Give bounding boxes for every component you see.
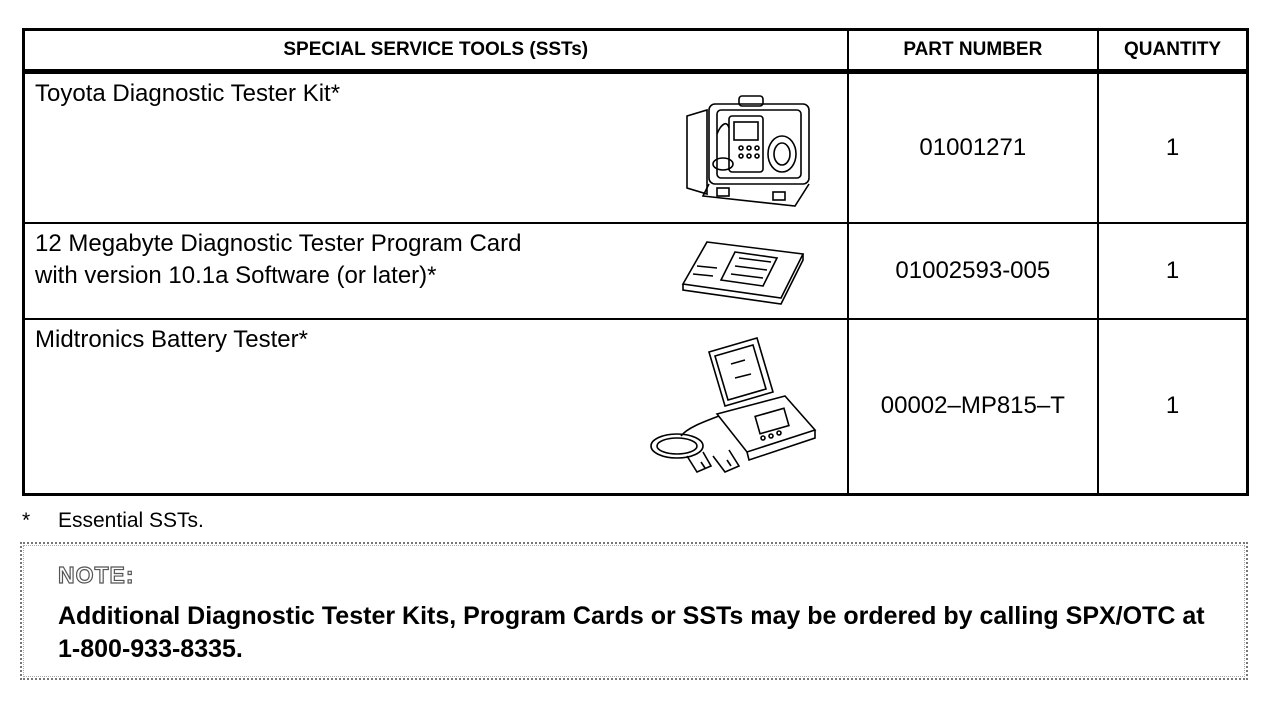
diagnostic-tester-kit-illustration: [677, 84, 817, 214]
quantity-cell: 1: [1098, 223, 1247, 319]
program-card-illustration: [677, 236, 807, 306]
special-service-tools-table: [22, 28, 1249, 496]
table-row: [24, 223, 1248, 319]
tool-name-line-2: with version 10.1a Software (or later)*: [35, 261, 437, 289]
tool-name: Toyota Diagnostic Tester Kit*: [35, 80, 341, 107]
battery-tester-illustration: [647, 334, 819, 484]
quantity-cell: 1: [1098, 319, 1247, 495]
table-row: [24, 319, 1248, 495]
header-part-number: PART NUMBER: [848, 30, 1099, 72]
note-box: [20, 542, 1248, 680]
footnote-marker: *: [22, 509, 31, 532]
part-number-cell: 01001271: [848, 72, 1099, 223]
header-tools: SPECIAL SERVICE TOOLS (SSTs): [24, 30, 848, 72]
quantity-cell: 1: [1098, 72, 1247, 223]
tool-name: [35, 228, 521, 292]
tool-cell: [24, 223, 848, 319]
footnote: [22, 509, 204, 533]
note-text: Additional Diagnostic Tester Kits, Program Cards or SSTs may be ordered by calling SPX/OTC at 1-800-933-8335.: [58, 602, 1205, 663]
header-quantity: QUANTITY: [1098, 30, 1247, 72]
note-label: NOTE:: [58, 562, 135, 588]
table-row: [24, 72, 1248, 223]
table-header-row: [24, 30, 1248, 72]
tool-name-line-1: 12 Megabyte Diagnostic Tester Program Card: [35, 229, 522, 257]
footnote-text: Essential SSTs.: [58, 509, 204, 532]
part-number-cell: 01002593-005: [848, 223, 1099, 319]
part-number-cell: 00002–MP815–T: [848, 319, 1099, 495]
tool-name: Midtronics Battery Tester*: [35, 325, 308, 353]
tool-cell: [24, 72, 848, 223]
tool-cell: [24, 319, 848, 495]
